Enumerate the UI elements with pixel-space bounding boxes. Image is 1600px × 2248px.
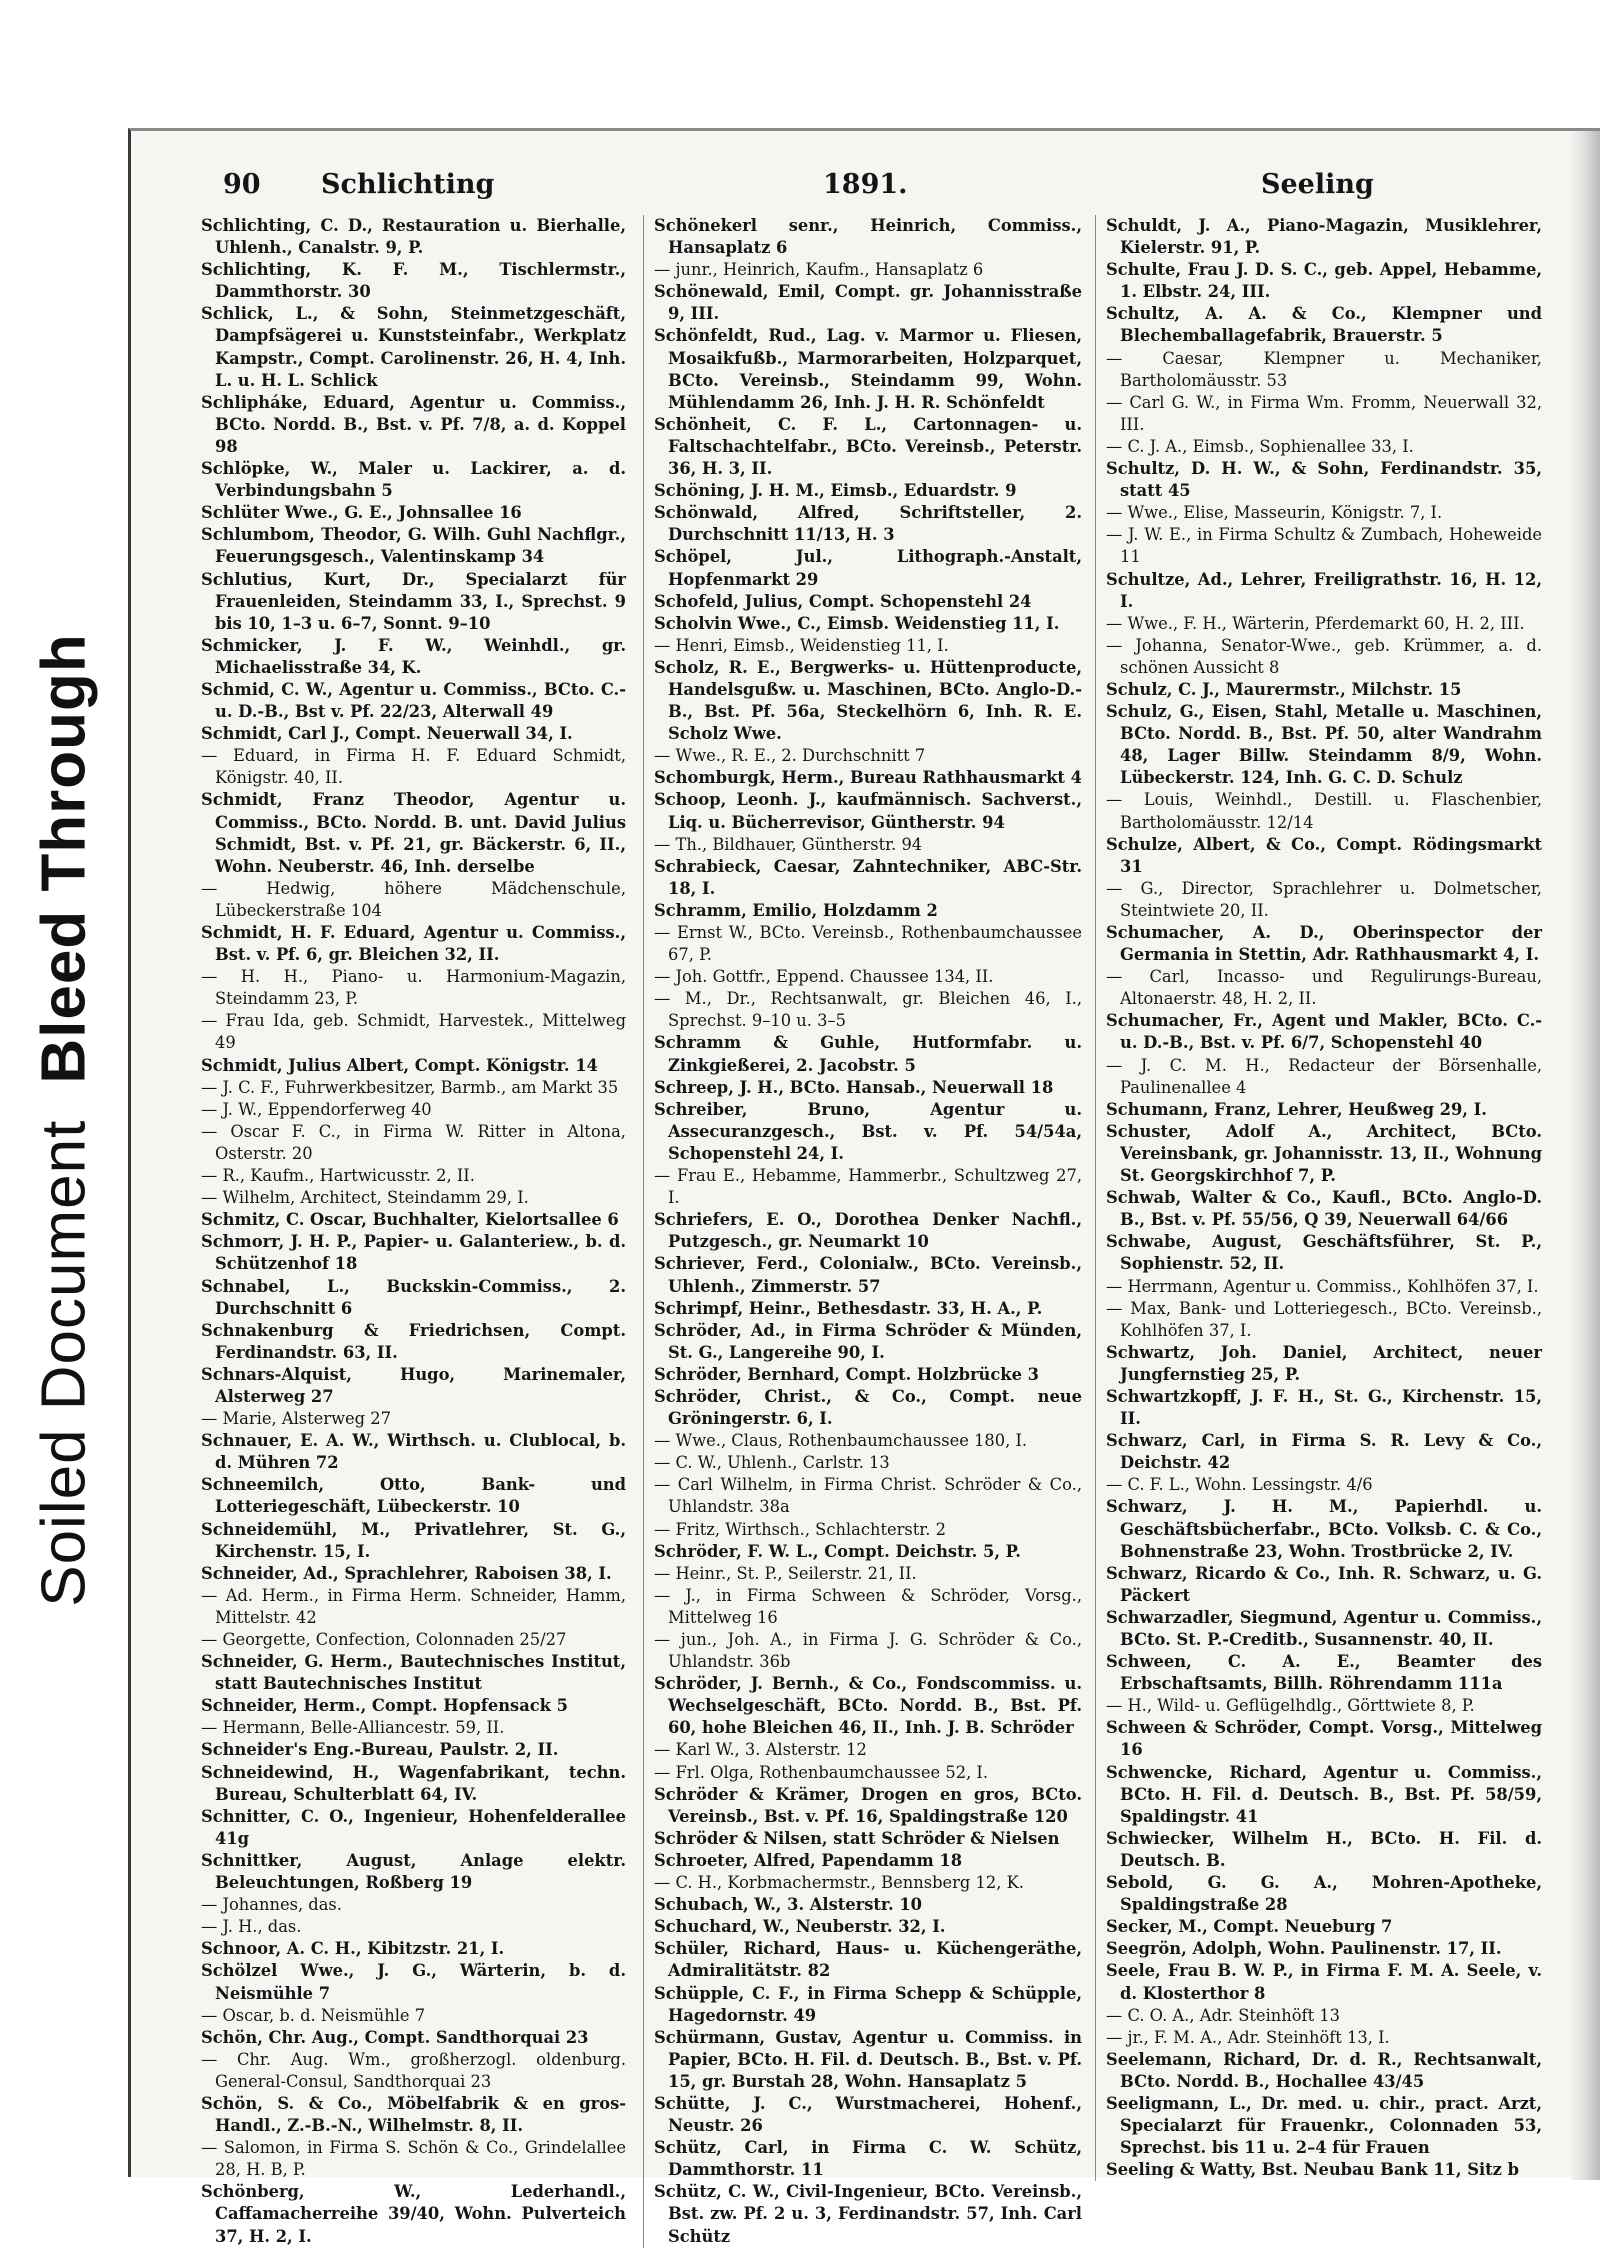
entry-text: Schüler, Richard, Haus- u. Küchengeräthe, Admiralitätstr. 82	[654, 1939, 1082, 1981]
entry-text: Schuster, Adolf A., Architect, BCto. Vereinsbank, gr. Johannisstr. 13, II., Wohnung St. Georgskirchhof 7, P.	[1106, 1121, 1542, 1186]
entry-text: Schnitter, C. O., Ingenieur, Hohenfelderallee 41g	[201, 1806, 626, 1848]
directory-entry: — H. H., Piano- u. Harmonium-Magazin, Steindamm 23, P.	[201, 967, 626, 1009]
directory-entry: — Wilhelm, Architect, Steindamm 29, I.	[201, 1188, 529, 1208]
directory-entry	[654, 1983, 1082, 2027]
directory-entry	[201, 1806, 626, 1850]
entry-text: Schwencke, Richard, Agentur u. Commiss., BCto. H. Fil. d. Deutsch. B., Bst. Pf. 58/59, Spaldingstr. 41	[1106, 1762, 1542, 1826]
entry-text: Schönewald, Emil, Compt. gr. Johannisstraße 9, III.	[654, 282, 1082, 324]
entry-text: Schneider's Eng.-Bureau, Paulstr. 2, II.	[201, 1740, 559, 1760]
directory-entry	[1106, 2049, 1542, 2093]
directory-entry	[1106, 1496, 1542, 1562]
directory-entry: — C. J. A., Eimsb., Sophienallee 33, I.	[1106, 436, 1414, 456]
directory-entry	[1106, 922, 1542, 966]
entry-text: Schönekerl senr., Heinrich, Commiss., Hansaplatz 6	[654, 216, 1082, 258]
directory-entry: — Carl G. W., in Firma Wm. Fromm, Neuerwall 32, III.	[1106, 392, 1542, 434]
directory-entry	[654, 2093, 1082, 2137]
directory-entry: — C. F. L., Wohn. Lessingstr. 4/6	[1106, 1475, 1373, 1495]
directory-entry	[201, 1430, 626, 1474]
directory-entry	[201, 569, 626, 635]
entry-text: Schnauer, E. A. W., Wirthsch. u. Clublocal, b. d. Mühren 72	[201, 1431, 626, 1473]
directory-entry: — Frau E., Hebamme, Hammerbr., Schultzweg 27, I.	[654, 1166, 1082, 1208]
entry-text: Schütz, C. W., Civil-Ingenieur, BCto. Vereinsb., Bst. zw. Pf. 2 u. 3, Ferdinandstr. 57, Inh. Carl Schütz	[654, 2182, 1082, 2246]
directory-entry: — Oscar, b. d. Neismühle 7	[201, 2005, 426, 2025]
directory-entry	[201, 723, 626, 745]
page-number: 90	[223, 169, 261, 200]
entry-text: Schönwald, Alfred, Schriftsteller, 2. Durchschnitt 11/13, H. 3	[654, 503, 1082, 545]
directory-entry: — Hermann, Belle-Alliancestr. 59, II.	[201, 1718, 505, 1738]
entry-text: Schultz, A. A. & Co., Klempner und Blechemballagefabrik, Brauerstr. 5	[1106, 304, 1542, 346]
directory-entry	[654, 1386, 1082, 1430]
entry-text: Schlutius, Kurt, Dr., Specialarzt für Frauenleiden, Steindamm 33, I., Sprechst. 9 bis 10, 1–3 u. 6–7, Sonnt. 9–10	[201, 569, 626, 633]
directory-entry	[1106, 1960, 1542, 2004]
directory-entry	[654, 546, 1082, 590]
directory-entry: — Carl, Incasso- und Regulirungs-Bureau, Altonaerstr. 48, H. 2, II.	[1106, 967, 1542, 1009]
directory-entry	[201, 2093, 626, 2137]
entry-text: Schultze, Ad., Lehrer, Freiligrathstr. 16, H. 12, I.	[1106, 569, 1542, 611]
directory-entry	[654, 1320, 1082, 1364]
directory-entry	[201, 2027, 626, 2049]
directory-entry: — J., in Firma Schween & Schröder, Vorsg., Mittelweg 16	[654, 1585, 1082, 1627]
entry-text: Schlöpke, W., Maler u. Lackirer, a. d. Verbindungsbahn 5	[201, 459, 626, 501]
entry-text: Schulz, C. J., Maurermstr., Milchstr. 15	[1106, 679, 1462, 699]
directory-entry	[201, 922, 626, 966]
entry-text: Schönberg, W., Lederhandl., Caffamacherreihe 39/40, Wohn. Pulverteich 37, H. 2, I.	[201, 2182, 626, 2246]
entry-text: Schröder, F. W. L., Compt. Deichstr. 5, P.	[654, 1541, 1021, 1561]
entry-text: Schlumbom, Theodor, G. Wilh. Guhl Nachflgr., Feuerungsgesch., Valentinskamp 34	[201, 525, 626, 567]
directory-entry	[1106, 569, 1542, 613]
entry-text: Schwabe, August, Geschäftsführer, St. P., Sophienstr. 52, II.	[1106, 1232, 1542, 1274]
entry-text: Schween & Schröder, Compt. Vorsg., Mittelweg 16	[1106, 1718, 1542, 1760]
directory-entry	[654, 1850, 1082, 1872]
entry-text: Schönheit, C. F. L., Cartonnagen- u. Faltschachtelfabr., BCto. Vereinsb., Peterstr. 36, H. 3, II.	[654, 414, 1082, 479]
entry-text: Seeligmann, L., Dr. med. u. chir., pract. Arzt, Specialarzt für Frauenkr., Colonnaden 53, Sprechst. bis 11 u. 2–4 für Frauen	[1106, 2093, 1542, 2158]
directory-entry	[654, 1209, 1082, 1253]
directory-entry	[654, 2137, 1082, 2181]
entry-text: Schriefers, E. O., Dorothea Denker Nachfl., Putzgesch., gr. Neumarkt 10	[654, 1210, 1082, 1252]
directory-entry: — R., Kaufm., Hartwicusstr. 2, II.	[201, 1166, 475, 1186]
directory-entry: — Th., Bildhauer, Güntherstr. 94	[654, 834, 923, 854]
directory-entry	[201, 524, 626, 568]
directory-entry: — H., Wild- u. Geflügelhdlg., Görttwiete 8, P.	[1106, 1696, 1475, 1716]
directory-entry	[201, 502, 626, 524]
entry-text: Schoop, Leonh. J., kaufmännisch. Sachverst., Liq. u. Bücherrevisor, Güntherstr. 94	[654, 790, 1082, 832]
directory-entry: — Johannes, das.	[201, 1895, 342, 1915]
entry-text: Secker, M., Compt. Neueburg 7	[1106, 1917, 1393, 1937]
directory-entry	[1106, 701, 1542, 789]
entry-text: Schöning, J. H. M., Eimsb., Eduardstr. 9	[654, 481, 1017, 501]
directory-entry: — Max, Bank- und Lotteriegesch., BCto. Vereinsb., Kohlhöfen 37, I.	[1106, 1298, 1542, 1340]
directory-entry	[201, 2181, 626, 2247]
directory-entry	[201, 1563, 626, 1585]
soiled-document-label: Soiled Document	[29, 1119, 99, 1607]
entry-text: Schön, S. & Co., Möbelfabrik & en gros-Handl., Z.-B.-N., Wilhelmstr. 8, II.	[201, 2093, 626, 2136]
directory-entry: — Joh. Gottfr., Eppend. Chaussee 134, II.	[654, 967, 994, 987]
entry-text: Schröder, J. Bernh., & Co., Fondscommiss. u. Wechselgeschäft, BCto. Nordd. B., Bst. Pf. 60, hohe Bleichen 46, II., Inh. J. B. Schröder	[654, 1674, 1082, 1738]
entry-text: Schwarz, J. H. M., Papierhdl. u. Geschäftsbücherfabr., BCto. Volksb. C. & Co., Bohnenstraße 23, Wohn. Trostbrücke 2, IV.	[1106, 1497, 1542, 1561]
directory-entry	[201, 259, 626, 303]
entry-text: Schulze, Albert, & Co., Compt. Rödingsmarkt 31	[1106, 834, 1542, 876]
directory-entry	[1106, 1872, 1542, 1916]
entry-text: Schwartzkopff, J. F. H., St. G., Kirchenstr. 15, II.	[1106, 1386, 1542, 1429]
directory-entry	[201, 679, 626, 723]
entry-text: Schölzel Wwe., J. G., Wärterin, b. d. Neismühle 7	[201, 1961, 626, 2003]
entry-text: Schlick, L., & Sohn, Steinmetzgeschäft, Dampfsägerei u. Kunststeinfabr., Werkplatz Kampstr., Compt. Carolinenstr. 26, H. 4, Inh. L. u. H. L. Schlick	[201, 304, 626, 390]
directory-entry	[201, 215, 626, 259]
directory-column-2	[643, 215, 1082, 2248]
directory-entry	[201, 1276, 626, 1320]
running-head	[151, 169, 1551, 203]
directory-entry	[201, 1739, 626, 1761]
directory-entry: — G., Director, Sprachlehrer u. Dolmetscher, Steintwiete 20, II.	[1106, 878, 1542, 920]
directory-entry	[201, 1651, 626, 1695]
entry-text: Schriever, Ferd., Colonialw., BCto. Vereinsb., Uhlenh., Zimmerstr. 57	[654, 1254, 1082, 1296]
sidebar	[0, 0, 128, 2177]
directory-entry	[1106, 1010, 1542, 1054]
directory-entry: — J. C. F., Fuhrwerkbesitzer, Barmb., am Markt 35	[201, 1077, 619, 1097]
directory-entry: — J. H., das.	[201, 1917, 302, 1937]
directory-entry: — Heinr., St. P., Seilerstr. 21, II.	[654, 1563, 917, 1583]
entry-text: Schuldt, J. A., Piano-Magazin, Musiklehrer, Kielerstr. 91, P.	[1106, 216, 1542, 258]
directory-entry: — Carl Wilhelm, in Firma Christ. Schröder & Co., Uhlandstr. 38a	[654, 1475, 1082, 1517]
entry-text: Seele, Frau B. W. P., in Firma F. M. A. Seele, v. d. Klosterthor 8	[1106, 1961, 1542, 2003]
directory-entry	[1106, 458, 1542, 502]
directory-entry	[654, 591, 1082, 613]
directory-entry	[654, 1298, 1082, 1320]
directory-entry	[654, 215, 1082, 259]
entry-text: Schmidt, Julius Albert, Compt. Königstr. 14	[201, 1055, 598, 1075]
bleed-through-label: Bleed Through	[29, 633, 99, 1084]
directory-entry: — Hedwig, höhere Mädchenschule, Lübeckerstraße 104	[201, 878, 626, 920]
entry-text: Schmitz, C. Oscar, Buchhalter, Kielortsallee 6	[201, 1210, 619, 1230]
directory-entry	[654, 1673, 1082, 1739]
directory-entry	[654, 900, 1082, 922]
directory-entry	[1106, 1187, 1542, 1231]
directory-entry	[654, 325, 1082, 413]
directory-entry: — jr., F. M. A., Adr. Steinhöft 13, I.	[1106, 2027, 1390, 2047]
directory-entry: — Frl. Olga, Rothenbaumchaussee 52, I.	[654, 1762, 989, 1782]
entry-text: Schütte, J. C., Wurstmacherei, Hohenf., Neustr. 26	[654, 2093, 1082, 2136]
directory-entry	[1106, 215, 1542, 259]
entry-text: Sebold, G. G. A., Mohren-Apotheke, Spaldingstraße 28	[1106, 1873, 1542, 1915]
directory-entry	[1106, 834, 1542, 878]
entry-text: Schneider, Ad., Sprachlehrer, Raboisen 38, I.	[201, 1563, 612, 1583]
entry-text: Schwarz, Carl, in Firma S. R. Levy & Co., Deichstr. 42	[1106, 1431, 1542, 1473]
entry-text: Schween, C. A. E., Beamter des Erbschaftsamts, Billh. Röhrendamm 111a	[1106, 1652, 1542, 1694]
entry-text: Schmidt, Carl J., Compt. Neuerwall 34, I.	[201, 724, 573, 744]
entry-text: Schröder & Nilsen, statt Schröder & Nielsen	[654, 1828, 1060, 1848]
directory-entry	[654, 1077, 1082, 1099]
directory-entry	[201, 1209, 626, 1231]
entry-text: Schulte, Frau J. D. S. C., geb. Appel, Hebamme, 1. Elbstr. 24, III.	[1106, 260, 1542, 302]
directory-entry	[654, 2181, 1082, 2247]
entry-text: Schütz, Carl, in Firma C. W. Schütz, Dammthorstr. 11	[654, 2138, 1082, 2180]
entry-text: Schüpple, C. F., in Firma Schepp & Schüpple, Hagedornstr. 49	[654, 1983, 1082, 2025]
entry-text: Schomburgk, Herm., Bureau Rathhausmarkt 4	[654, 768, 1082, 788]
scanned-page	[128, 128, 1600, 2246]
directory-entry: — J. C. M. H., Redacteur der Börsenhalle, Paulinenallee 4	[1106, 1055, 1542, 1097]
directory-entry: — Ernst W., BCto. Vereinsb., Rothenbaumchaussee 67, P.	[654, 923, 1082, 965]
directory-entry	[1106, 679, 1542, 701]
directory-entry	[201, 635, 626, 679]
directory-entry	[654, 1541, 1082, 1563]
entry-text: Schwiecker, Wilhelm H., BCto. H. Fil. d. Deutsch. B.	[1106, 1828, 1542, 1870]
directory-entry	[201, 458, 626, 502]
directory-entry: — Georgette, Confection, Colonnaden 25/27	[201, 1630, 567, 1649]
directory-entry: — Caesar, Klempner u. Mechaniker, Bartholomäusstr. 53	[1106, 348, 1542, 390]
entry-text: Schröder, Christ., & Co., Compt. neue Gröningerstr. 6, I.	[654, 1386, 1082, 1429]
directory-entry	[1106, 1563, 1542, 1607]
entry-text: Schumacher, A. D., Oberinspector der Germania in Stettin, Adr. Rathhausmarkt 4, I.	[1106, 923, 1542, 965]
directory-entry: — Fritz, Wirthsch., Schlachterstr. 2	[654, 1519, 947, 1539]
entry-text: Schlüter Wwe., G. E., Johnsallee 16	[201, 503, 522, 523]
directory-entry: — C. W., Uhlenh., Carlstr. 13	[654, 1453, 890, 1473]
entry-text: Schrabieck, Caesar, Zahntechniker, ABC-Str. 18, I.	[654, 856, 1082, 898]
directory-entry	[654, 657, 1082, 745]
directory-entry	[1106, 1231, 1542, 1275]
directory-entry	[1106, 303, 1542, 347]
entry-text: Schlichting, C. D., Restauration u. Bierhalle, Uhlenh., Canalstr. 9, P.	[201, 216, 626, 258]
entry-text: Schnabel, L., Buckskin-Commiss., 2. Durchschnitt 6	[201, 1276, 626, 1318]
directory-entry: — Herrmann, Agentur u. Commiss., Kohlhöfen 37, I.	[1106, 1276, 1539, 1296]
directory-entry	[654, 502, 1082, 546]
entry-text: Schlichting, K. F. M., Tischlermstr., Dammthorstr. 30	[201, 260, 626, 302]
directory-entry	[654, 856, 1082, 900]
entry-text: Schumacher, Fr., Agent und Makler, BCto. C.- u. D.-B., Bst. v. Pf. 6/7, Schopenstehl 40	[1106, 1011, 1542, 1053]
directory-entry	[1106, 1607, 1542, 1651]
entry-text: Schofeld, Julius, Compt. Schopenstehl 24	[654, 591, 1032, 611]
directory-entry	[1106, 1651, 1542, 1695]
directory-entry	[654, 1894, 1082, 1916]
entry-text: Schroeter, Alfred, Papendamm 18	[654, 1850, 963, 1870]
entry-text: Schubach, W., 3. Alsterstr. 10	[654, 1895, 922, 1915]
directory-entry: — jun., Joh. A., in Firma J. G. Schröder & Co., Uhlandstr. 36b	[654, 1630, 1082, 1672]
directory-entry: — Frau Ida, geb. Schmidt, Harvestek., Mittelweg 49	[201, 1011, 626, 1053]
directory-entry	[1106, 1121, 1542, 1187]
entry-text: Schmorr, J. H. P., Papier- u. Galanteriew., b. d. Schützenhof 18	[201, 1232, 626, 1274]
entry-text: Schuchard, W., Neuberstr. 32, I.	[654, 1917, 946, 1937]
directory-entry	[201, 1695, 626, 1717]
directory-entry	[654, 1099, 1082, 1165]
entry-text: Schwab, Walter & Co., Kaufl., BCto. Anglo-D. B., Bst. v. Pf. 55/56, Q 39, Neuerwall 64/66	[1106, 1188, 1542, 1230]
directory-entry	[1106, 1762, 1542, 1828]
entry-text: Schrimpf, Heinr., Bethesdastr. 33, H. A., P.	[654, 1298, 1043, 1318]
entry-text: Schneidewind, H., Wagenfabrikant, techn. Bureau, Schulterblatt 64, IV.	[201, 1762, 626, 1804]
directory-entry: — Karl W., 3. Alsterstr. 12	[654, 1740, 867, 1760]
directory-entry	[1106, 1430, 1542, 1474]
directory-entry	[1106, 1828, 1542, 1872]
entry-text: Schlipháke, Eduard, Agentur u. Commiss., BCto. Nordd. B., Bst. v. Pf. 7/8, a. d. Koppel 98	[201, 392, 626, 456]
entry-text: Schmidt, H. F. Eduard, Agentur u. Commiss., Bst. v. Pf. 6, gr. Bleichen 32, II.	[201, 923, 626, 965]
entry-text: Schnittker, August, Anlage elektr. Beleuchtungen, Roßberg 19	[201, 1850, 626, 1893]
directory-entry	[201, 1960, 626, 2004]
directory-entry	[201, 1364, 626, 1408]
entry-text: Schnoor, A. C. H., Kibitzstr. 21, I.	[201, 1939, 505, 1959]
entry-text: Schöpel, Jul., Lithograph.-Anstalt, Hopfenmarkt 29	[654, 547, 1082, 589]
entry-text: Schreep, J. H., BCto. Hansab., Neuerwall 18	[654, 1077, 1054, 1097]
entry-text: Schultz, D. H. W., & Sohn, Ferdinandstr. 35, statt 45	[1106, 459, 1542, 501]
directory-entry	[201, 789, 626, 877]
directory-entry	[1106, 259, 1542, 303]
directory-entry: — C. H., Korbmachermstr., Bennsberg 12, K.	[654, 1873, 1024, 1893]
directory-entry	[1106, 1386, 1542, 1430]
entry-text: Schneider, Herm., Compt. Hopfensack 5	[201, 1696, 568, 1716]
entry-text: Seelemann, Richard, Dr. d. R., Rechtsanwalt, BCto. Nordd. B., Hochallee 43/45	[1106, 2049, 1542, 2091]
directory-entry	[654, 1784, 1082, 1828]
directory-entry: — Salomon, in Firma S. Schön & Co., Grindelallee 28, H. B, P.	[201, 2138, 626, 2180]
entry-text: Schramm & Guhle, Hutformfabr. u. Zinkgießerei, 2. Jacobstr. 5	[654, 1033, 1082, 1075]
entry-text: Schröder & Krämer, Drogen en gros, BCto. Vereinsb., Bst. v. Pf. 16, Spaldingstraße 120	[654, 1784, 1082, 1826]
directory-entry	[201, 392, 626, 458]
directory-entry	[654, 1938, 1082, 1982]
condition-stamp	[29, 633, 100, 1607]
directory-entry: — junr., Heinrich, Kaufm., Hansaplatz 6	[654, 260, 984, 280]
directory-entry: — J. W. E., in Firma Schultz & Zumbach, Hoheweide 11	[1106, 525, 1542, 567]
entry-text: Schön, Chr. Aug., Compt. Sandthorquai 23	[201, 2027, 589, 2047]
directory-entry: — Johanna, Senator-Wwe., geb. Krümmer, a. d. schönen Aussicht 8	[1106, 635, 1542, 677]
entry-text: Schramm, Emilio, Holzdamm 2	[654, 900, 938, 920]
right-keyword: Seeling	[1261, 169, 1374, 200]
entry-text: Seeling & Watty, Bst. Neubau Bank 11, Sitz b	[1106, 2160, 1519, 2180]
directory-entry	[654, 480, 1082, 502]
directory-entry: — Louis, Weinhdl., Destill. u. Flaschenbier, Bartholomäusstr. 12/14	[1106, 790, 1542, 832]
entry-text: Schwarz, Ricardo & Co., Inh. R. Schwarz, u. G. Päckert	[1106, 1563, 1542, 1605]
directory-entry	[654, 414, 1082, 480]
year-heading: 1891.	[823, 169, 908, 200]
directory-column-3	[1095, 215, 1542, 2181]
directory-entry	[201, 1055, 626, 1077]
directory-entry	[1106, 1938, 1542, 1960]
entry-text: Schmid, C. W., Agentur u. Commiss., BCto. C.- u. D.-B., Bst v. Pf. 22/23, Alterwall 49	[201, 679, 626, 722]
entry-text: Schumann, Franz, Lehrer, Heußweg 29, I.	[1106, 1099, 1487, 1119]
scan-edge-shadow	[1570, 131, 1600, 2180]
directory-entry	[201, 1231, 626, 1275]
entry-text: Schönfeldt, Rud., Lag. v. Marmor u. Fliesen, Mosaikfußb., Marmorarbeiten, Holzparquet, BCto. Vereinsb., Steindamm 99, Wohn. Mühlendamm 26, Inh. J. H. R. Schönfeldt	[654, 326, 1082, 412]
directory-entry	[201, 1938, 626, 1960]
directory-entry	[654, 613, 1082, 635]
entry-text: Schnakenburg & Friedrichsen, Compt. Ferdinandstr. 63, II.	[201, 1320, 626, 1362]
directory-entry	[1106, 1717, 1542, 1761]
directory-entry	[201, 1519, 626, 1563]
entry-text: Schreiber, Bruno, Agentur u. Assecuranzgesch., Bst. v. Pf. 54/54a, Schopenstehl 24, I.	[654, 1099, 1082, 1163]
directory-entry: — Chr. Aug. Wm., großherzogl. oldenburg. General-Consul, Sandthorquai 23	[201, 2049, 626, 2091]
directory-entry	[654, 767, 1082, 789]
directory-entry: — Wwe., Elise, Masseurin, Königstr. 7, I.	[1106, 503, 1443, 523]
entry-text: Schneidemühl, M., Privatlehrer, St. G., Kirchenstr. 15, I.	[201, 1519, 626, 1561]
directory-entry: — Ad. Herm., in Firma Herm. Schneider, Hamm, Mittelstr. 42	[201, 1585, 626, 1627]
entry-text: Schwarzadler, Siegmund, Agentur u. Commiss., BCto. St. P.-Creditb., Susannenstr. 40, II.	[1106, 1607, 1542, 1649]
directory-entry: — Eduard, in Firma H. F. Eduard Schmidt, Königstr. 40, II.	[201, 746, 626, 788]
entry-text: Scholz, R. E., Bergwerks- u. Hüttenproducte, Handelsgußw. u. Maschinen, BCto. Anglo-D.-B., Bst. Pf. 56a, Steckelhörn 6, Inh. R. E. Scholz Wwe.	[654, 657, 1082, 744]
directory-entry: — M., Dr., Rechtsanwalt, gr. Bleichen 46, I., Sprechst. 9–10 u. 3–5	[654, 989, 1082, 1031]
entry-text: Schneider, G. Herm., Bautechnisches Institut, statt Bautechnisches Institut	[201, 1652, 626, 1694]
directory-entry	[654, 1364, 1082, 1386]
directory-entry	[1106, 1099, 1542, 1121]
directory-entry	[654, 1828, 1082, 1850]
directory-entry	[654, 1253, 1082, 1297]
directory-entry	[654, 789, 1082, 833]
directory-entry	[654, 2027, 1082, 2093]
entry-text: Schulz, G., Eisen, Stahl, Metalle u. Maschinen, BCto. Nordd. B., Bst. Pf. 50, alter Wandrahm 48, Lager Billw. Steindamm 8/9, Wohn. Lübeckerstr. 124, Inh. G. C. D. Schulz	[1106, 702, 1542, 788]
directory-entry: — Wwe., F. H., Wärterin, Pferdemarkt 60, H. 2, III.	[1106, 613, 1525, 633]
entry-text: Schmicker, J. F. W., Weinhdl., gr. Michaelisstraße 34, K.	[201, 635, 626, 677]
entry-text: Schwartz, Joh. Daniel, Architect, neuer Jungfernstieg 25, P.	[1106, 1342, 1542, 1384]
directory-entry	[1106, 2093, 1542, 2159]
directory-entry	[201, 1474, 626, 1518]
directory-entry: — Wwe., R. E., 2. Durchschnitt 7	[654, 746, 926, 766]
directory-entry: — Marie, Alsterweg 27	[201, 1409, 391, 1429]
directory-entry: — Oscar F. C., in Firma W. Ritter in Altona, Osterstr. 20	[201, 1121, 626, 1163]
directory-entry	[1106, 1342, 1542, 1386]
entry-text: Schnars-Alquist, Hugo, Marinemaler, Alsterweg 27	[201, 1364, 626, 1406]
entry-text: Schmidt, Franz Theodor, Agentur u. Commiss., BCto. Nordd. B. unt. David Julius Schmidt, Bst. v. Pf. 21, gr. Bäckerstr. 6, II., Wohn. Neuberstr. 46, Inh. derselbe	[201, 790, 626, 876]
directory-entry	[654, 1032, 1082, 1076]
entry-text: Schröder, Bernhard, Compt. Holzbrücke 3	[654, 1364, 1039, 1384]
left-keyword: Schlichting	[321, 169, 495, 200]
directory-entry	[654, 1916, 1082, 1938]
entry-text: Scholvin Wwe., C., Eimsb. Weidenstieg 11, I.	[654, 613, 1060, 633]
directory-entry	[201, 1320, 626, 1364]
directory-entry	[654, 281, 1082, 325]
directory-entry	[1106, 2159, 1542, 2181]
entry-text: Schürmann, Gustav, Agentur u. Commiss. in Papier, BCto. H. Fil. d. Deutsch. B., Bst. v. Pf. 15, gr. Burstah 28, Wohn. Hansaplatz 5	[654, 2027, 1082, 2091]
entry-text: Seegrön, Adolph, Wohn. Paulinenstr. 17, II.	[1106, 1939, 1502, 1959]
directory-entry	[201, 1762, 626, 1806]
entry-text: Schröder, Ad., in Firma Schröder & Münden, St. G., Langereihe 90, I.	[654, 1320, 1082, 1362]
directory-entry: — C. O. A., Adr. Steinhöft 13	[1106, 2005, 1341, 2025]
directory-entry: — Henri, Eimsb., Weidenstieg 11, I.	[654, 635, 949, 655]
directory-entry: — J. W., Eppendorferweg 40	[201, 1099, 432, 1119]
entry-text: Schneemilch, Otto, Bank- und Lotteriegeschäft, Lübeckerstr. 10	[201, 1475, 626, 1517]
directory-entry: — Wwe., Claus, Rothenbaumchaussee 180, I.	[654, 1431, 1028, 1451]
directory-entry	[201, 303, 626, 391]
directory-column-1	[201, 215, 626, 2248]
directory-entry	[201, 1850, 626, 1894]
directory-entry	[1106, 1916, 1542, 1938]
